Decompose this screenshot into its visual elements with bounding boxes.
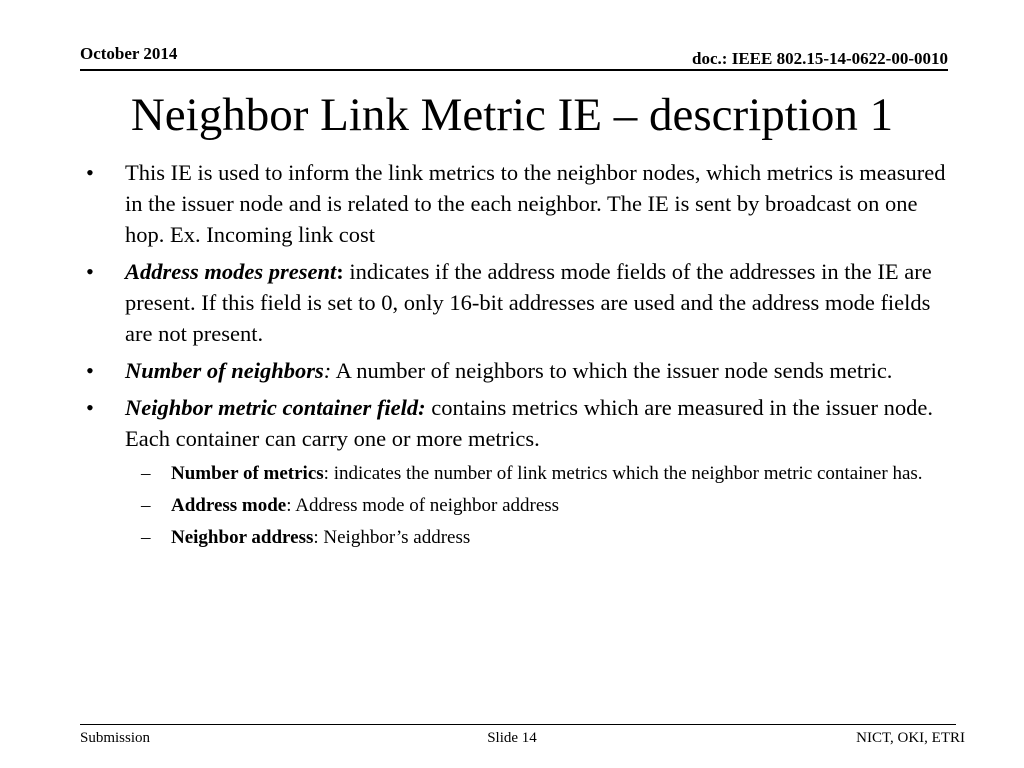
slide-content: [86, 157, 946, 556]
bullet-lead-term: Number of neighbors: [125, 358, 324, 383]
bullet-marker: •: [86, 259, 94, 284]
bullet-lead-separator: :: [323, 358, 332, 383]
header-date: October 2014: [80, 44, 178, 63]
sub-bullet-term: Number of metrics: [171, 463, 324, 484]
bullet-item-1: [86, 157, 946, 250]
bullet-item-2: [86, 256, 946, 349]
bullet-text: This IE is used to inform the link metrics to the neighbor nodes, which metrics is measured in the issuer node and is related to the each neighbor. The IE is sent by broadcast on one hop. Ex. Incoming link cost: [125, 160, 946, 247]
sub-bullet-term: Address mode: [171, 495, 287, 516]
sub-bullet-item-2: [86, 492, 946, 520]
sub-bullet-text: : indicates the number of link metrics which the neighbor metric container has.: [323, 463, 923, 484]
bullet-text: indicates if the address mode fields of the addresses in the IE are present. If this field is set to 0, only 16-bit addresses are used and the address mode fields are not present.: [125, 259, 932, 346]
footer-rule: [80, 724, 956, 725]
sub-bullet-text: : Address mode of neighbor address: [286, 495, 560, 516]
bullet-text: A number of neighbors to which the issuer node sends metric.: [331, 358, 893, 383]
footer-left: Submission: [80, 730, 151, 746]
header-rule: [80, 69, 948, 71]
bullet-item-4: [86, 392, 946, 454]
sub-bullet-item-3: [86, 524, 946, 552]
bullet-lead-separator: :: [336, 259, 344, 284]
footer-slide-number: Slide 14: [487, 730, 537, 746]
bullet-lead-term: Address modes present: [125, 259, 337, 284]
dash-marker: –: [141, 463, 151, 484]
dash-marker: –: [141, 527, 151, 548]
bullet-item-3: [86, 355, 946, 386]
slide-title: Neighbor Link Metric IE – description 1: [130, 89, 894, 141]
dash-marker: –: [141, 495, 151, 516]
footer-right: NICT, OKI, ETRI: [856, 730, 965, 746]
sub-bullet-item-1: [86, 460, 946, 488]
bullet-lead-term: Neighbor metric container field:: [125, 395, 426, 420]
sub-bullet-term: Neighbor address: [171, 527, 314, 548]
header-doc-id: doc.: IEEE 802.15-14-0622-00-0010: [692, 49, 948, 68]
bullet-marker: •: [86, 358, 94, 383]
bullet-marker: •: [86, 160, 94, 185]
bullet-text: contains metrics which are measured in the issuer node. Each container can carry one or more metrics.: [125, 395, 933, 451]
sub-bullet-text: : Neighbor’s address: [313, 527, 471, 548]
bullet-marker: •: [86, 395, 94, 420]
